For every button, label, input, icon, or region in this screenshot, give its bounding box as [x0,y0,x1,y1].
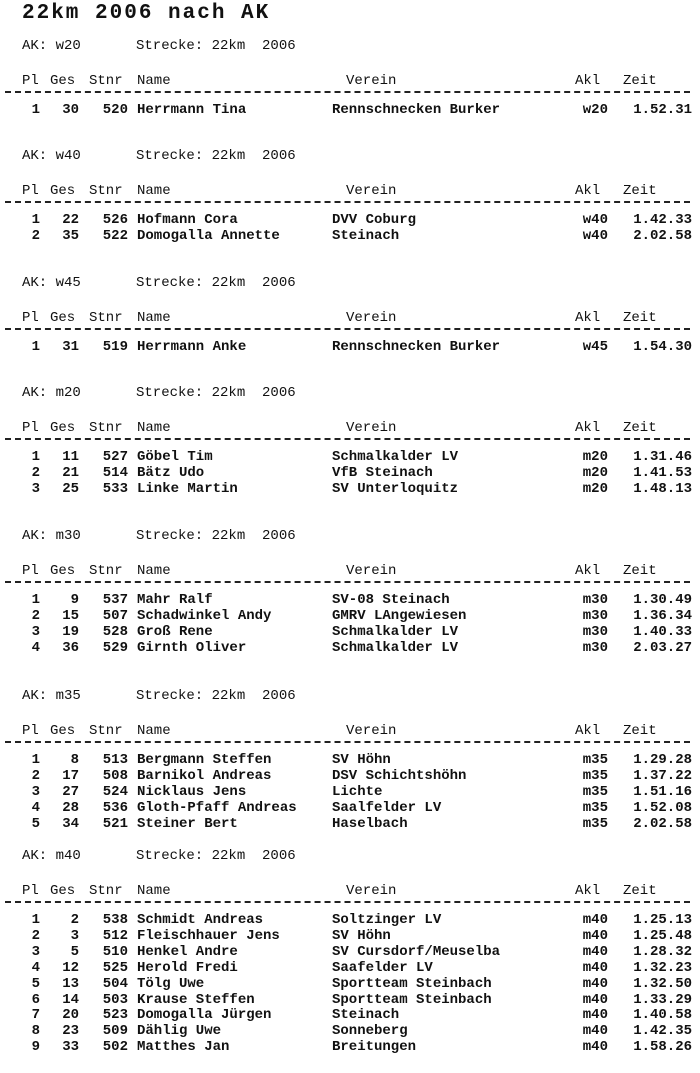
cell-ges: 11 [62,449,79,465]
cell-verein: Soltzinger LV [332,912,442,928]
column-header-verein: Verein [346,310,397,326]
cell-stnr: 513 [102,752,128,768]
cell-name: Schadwinkel Andy [137,607,272,624]
cell-zeit: 1.48.13 [633,480,692,497]
cell-zeit: 1.52.31 [633,102,692,118]
cell-ges: 36 [62,639,79,656]
dashed-separator [5,91,690,93]
column-header-zeit: Zeit [623,723,657,739]
cell-zeit: 1.51.16 [633,783,692,800]
age-class-label: AK: w45 [22,275,81,291]
column-header-akl: Akl [575,310,601,326]
cell-name: Dählig Uwe [137,1023,222,1040]
column-header-ges: Ges [50,310,76,326]
cell-zeit: 1.37.22 [633,767,692,784]
column-header-name: Name [137,563,171,579]
column-header-pl: Pl [22,73,39,89]
cell-pl: 2 [31,927,40,944]
cell-ges: 21 [62,464,79,481]
cell-stnr: 537 [102,592,128,608]
cell-akl: m40 [582,1023,608,1040]
cell-verein: Saalfelder LV [332,799,442,816]
age-class-label: AK: m30 [22,528,81,544]
cell-stnr: 508 [102,767,128,784]
cell-ges: 35 [62,227,79,244]
cell-ges: 3 [70,927,79,944]
cell-pl: 9 [31,1039,40,1056]
cell-name: Gloth-Pfaff Andreas [137,799,297,816]
cell-akl: m30 [582,607,608,624]
cell-name: Hofmann Cora [137,212,238,228]
cell-ges: 31 [62,339,79,355]
table-row [0,212,700,228]
column-header-name: Name [137,183,171,199]
age-class-section [0,385,700,497]
column-header-zeit: Zeit [623,183,657,199]
cell-zeit: 1.32.23 [633,959,692,976]
cell-pl: 1 [31,102,40,118]
column-header-stnr: Stnr [89,310,123,326]
cell-zeit: 1.30.49 [633,592,692,608]
age-class-label: AK: m40 [22,848,81,864]
cell-stnr: 522 [102,227,128,244]
column-header-name: Name [137,883,171,899]
cell-akl: m40 [582,912,608,928]
table-row [0,784,700,800]
cell-akl: m40 [582,943,608,960]
cell-name: Herrmann Tina [137,102,247,118]
cell-name: Barnikol Andreas [137,767,272,784]
dashed-separator [5,901,690,903]
column-header-verein: Verein [346,73,397,89]
cell-pl: 1 [31,912,40,928]
cell-verein: VfB Steinach [332,464,433,481]
age-class-heading [22,148,296,164]
age-class-section [0,38,700,118]
cell-akl: m40 [582,1007,608,1024]
column-header-ges: Ges [50,183,76,199]
distance-label: Strecke: 22km 2006 [136,848,296,864]
table-row [0,624,700,640]
cell-zeit: 2.03.27 [633,639,692,656]
column-header-zeit: Zeit [623,883,657,899]
table-row [0,465,700,481]
cell-pl: 8 [31,1023,40,1040]
column-header-akl: Akl [575,563,601,579]
cell-verein: Saafelder LV [332,959,433,976]
column-header-stnr: Stnr [89,73,123,89]
cell-ges: 17 [62,767,79,784]
cell-verein: SV Höhn [332,927,391,944]
age-class-heading [22,688,296,704]
table-row [0,960,700,976]
cell-name: Herold Fredi [137,959,238,976]
dashed-separator [5,201,690,203]
cell-zeit: 1.42.35 [633,1023,692,1040]
cell-akl: m20 [582,464,608,481]
table-row [0,944,700,960]
cell-stnr: 527 [102,449,128,465]
column-header-akl: Akl [575,73,601,89]
cell-verein: Breitungen [332,1039,417,1056]
cell-verein: SV Cursdorf/Meuselba [332,943,501,960]
cell-name: Domogalla Jürgen [137,1007,272,1024]
column-header-pl: Pl [22,183,39,199]
column-header-akl: Akl [575,183,601,199]
cell-ges: 33 [62,1039,79,1056]
column-header-verein: Verein [346,723,397,739]
column-header-stnr: Stnr [89,723,123,739]
age-class-label: AK: m20 [22,385,81,401]
cell-ges: 30 [62,102,79,118]
cell-stnr: 504 [102,975,128,992]
cell-pl: 3 [31,480,40,497]
column-header-ges: Ges [50,73,76,89]
table-row [0,912,700,928]
distance-label: Strecke: 22km 2006 [136,148,296,164]
column-header-name: Name [137,420,171,436]
cell-stnr: 523 [102,1007,128,1024]
cell-verein: DVV Coburg [332,212,417,228]
cell-pl: 4 [31,799,40,816]
cell-verein: SV Höhn [332,752,391,768]
dashed-separator [5,328,690,330]
cell-verein: Sonneberg [332,1023,408,1040]
cell-zeit: 1.25.48 [633,927,692,944]
table-row [0,449,700,465]
cell-verein: Steinach [332,1007,400,1024]
cell-akl: m40 [582,1039,608,1056]
table-row [0,228,700,244]
column-header-pl: Pl [22,883,39,899]
cell-stnr: 509 [102,1023,128,1040]
cell-zeit: 1.25.13 [633,912,692,928]
distance-label: Strecke: 22km 2006 [136,528,296,544]
cell-pl: 1 [31,449,40,465]
cell-akl: m30 [582,623,608,640]
cell-ges: 15 [62,607,79,624]
cell-name: Nicklaus Jens [137,783,247,800]
cell-zeit: 1.33.29 [633,991,692,1008]
column-header-verein: Verein [346,563,397,579]
cell-stnr: 538 [102,912,128,928]
cell-zeit: 1.54.30 [633,339,692,355]
column-header-row [0,723,700,741]
cell-name: Groß Rene [137,623,213,640]
cell-akl: m40 [582,991,608,1008]
age-class-section [0,275,700,355]
column-header-row [0,563,700,581]
cell-name: Matthes Jan [137,1039,230,1056]
cell-zeit: 1.32.50 [633,975,692,992]
cell-ges: 34 [62,815,79,832]
distance-label: Strecke: 22km 2006 [136,38,296,54]
cell-stnr: 510 [102,943,128,960]
cell-name: Domogalla Annette [137,227,280,244]
dashed-separator [5,438,690,440]
cell-stnr: 529 [102,639,128,656]
cell-pl: 4 [31,959,40,976]
cell-zeit: 1.52.08 [633,799,692,816]
cell-stnr: 524 [102,783,128,800]
cell-akl: m30 [582,639,608,656]
cell-verein: SV Unterloquitz [332,480,459,497]
cell-pl: 1 [31,752,40,768]
column-header-row [0,883,700,901]
column-header-verein: Verein [346,420,397,436]
cell-verein: Rennschnecken Burker [332,339,501,355]
cell-zeit: 1.36.34 [633,607,692,624]
cell-name: Girnth Oliver [137,639,247,656]
cell-pl: 4 [31,639,40,656]
cell-akl: m40 [582,927,608,944]
cell-zeit: 1.40.33 [633,623,692,640]
cell-ges: 12 [62,959,79,976]
cell-pl: 3 [31,783,40,800]
cell-akl: w45 [582,339,608,355]
cell-pl: 2 [31,607,40,624]
cell-name: Mahr Ralf [137,592,213,608]
cell-akl: m40 [582,959,608,976]
age-class-heading [22,275,296,291]
cell-stnr: 526 [102,212,128,228]
column-header-ges: Ges [50,883,76,899]
cell-ges: 2 [70,912,79,928]
cell-zeit: 2.02.58 [633,227,692,244]
table-row [0,992,700,1008]
cell-pl: 7 [31,1007,40,1024]
cell-zeit: 2.02.58 [633,815,692,832]
cell-verein: Rennschnecken Burker [332,102,501,118]
cell-name: Fleischhauer Jens [137,927,280,944]
column-header-row [0,420,700,438]
table-row [0,481,700,497]
cell-verein: GMRV LAngewiesen [332,607,467,624]
cell-akl: m35 [582,783,608,800]
column-header-akl: Akl [575,420,601,436]
table-row [0,768,700,784]
column-header-name: Name [137,73,171,89]
table-row [0,102,700,118]
cell-name: Göbel Tim [137,449,213,465]
cell-name: Bätz Udo [137,464,205,481]
cell-pl: 5 [31,975,40,992]
cell-name: Bergmann Steffen [137,752,272,768]
cell-stnr: 536 [102,799,128,816]
column-header-stnr: Stnr [89,563,123,579]
cell-zeit: 1.40.58 [633,1007,692,1024]
column-header-row [0,183,700,201]
cell-zeit: 1.31.46 [633,449,692,465]
table-row [0,1039,700,1055]
cell-pl: 1 [31,212,40,228]
dashed-separator [5,581,690,583]
age-class-section [0,688,700,832]
column-header-verein: Verein [346,883,397,899]
cell-zeit: 1.42.33 [633,212,692,228]
cell-verein: Steinach [332,227,400,244]
cell-pl: 2 [31,227,40,244]
cell-verein: SV-08 Steinach [332,592,450,608]
cell-verein: Haselbach [332,815,408,832]
cell-stnr: 519 [102,339,128,355]
cell-verein: Sportteam Steinbach [332,991,492,1008]
table-row [0,1007,700,1023]
cell-name: Steiner Bert [137,815,238,832]
table-row [0,1023,700,1039]
table-row [0,752,700,768]
cell-ges: 28 [62,799,79,816]
cell-verein: Schmalkalder LV [332,639,459,656]
age-class-label: AK: m35 [22,688,81,704]
column-header-zeit: Zeit [623,73,657,89]
cell-name: Tölg Uwe [137,975,205,992]
cell-akl: m20 [582,480,608,497]
cell-akl: m35 [582,815,608,832]
column-header-pl: Pl [22,420,39,436]
age-class-label: AK: w20 [22,38,81,54]
cell-ges: 9 [70,592,79,608]
cell-name: Linke Martin [137,480,238,497]
cell-ges: 13 [62,975,79,992]
distance-label: Strecke: 22km 2006 [136,688,296,704]
column-header-verein: Verein [346,183,397,199]
cell-stnr: 525 [102,959,128,976]
column-header-akl: Akl [575,883,601,899]
age-class-heading [22,38,296,54]
column-header-pl: Pl [22,310,39,326]
column-header-ges: Ges [50,723,76,739]
cell-pl: 1 [31,339,40,355]
column-header-zeit: Zeit [623,310,657,326]
cell-pl: 5 [31,815,40,832]
cell-name: Herrmann Anke [137,339,247,355]
cell-zeit: 1.28.32 [633,943,692,960]
age-class-section [0,148,700,244]
table-row [0,976,700,992]
cell-akl: m30 [582,592,608,608]
column-header-pl: Pl [22,723,39,739]
column-header-zeit: Zeit [623,420,657,436]
cell-pl: 2 [31,464,40,481]
cell-verein: DSV Schichtshöhn [332,767,467,784]
distance-label: Strecke: 22km 2006 [136,275,296,291]
column-header-ges: Ges [50,563,76,579]
column-header-pl: Pl [22,563,39,579]
column-header-name: Name [137,723,171,739]
column-header-stnr: Stnr [89,420,123,436]
cell-akl: w40 [582,227,608,244]
age-class-section [0,848,700,1055]
cell-verein: Schmalkalder LV [332,449,459,465]
cell-stnr: 514 [102,464,128,481]
cell-ges: 25 [62,480,79,497]
cell-name: Krause Steffen [137,991,255,1008]
cell-stnr: 503 [102,991,128,1008]
table-row [0,640,700,656]
column-header-row [0,73,700,91]
cell-pl: 2 [31,767,40,784]
cell-ges: 14 [62,991,79,1008]
cell-pl: 3 [31,943,40,960]
cell-stnr: 502 [102,1039,128,1056]
distance-label: Strecke: 22km 2006 [136,385,296,401]
age-class-heading [22,528,296,544]
cell-name: Schmidt Andreas [137,912,264,928]
cell-pl: 3 [31,623,40,640]
cell-akl: m35 [582,799,608,816]
cell-ges: 5 [70,943,79,960]
cell-verein: Lichte [332,783,383,800]
age-class-label: AK: w40 [22,148,81,164]
cell-zeit: 1.41.53 [633,464,692,481]
table-row [0,800,700,816]
cell-zeit: 1.29.28 [633,752,692,768]
table-row [0,928,700,944]
cell-name: Henkel Andre [137,943,238,960]
cell-ges: 20 [62,1007,79,1024]
column-header-stnr: Stnr [89,183,123,199]
table-row [0,816,700,832]
cell-akl: m35 [582,752,608,768]
dashed-separator [5,741,690,743]
age-class-section [0,528,700,656]
cell-pl: 1 [31,592,40,608]
cell-stnr: 521 [102,815,128,832]
cell-akl: m35 [582,767,608,784]
column-header-zeit: Zeit [623,563,657,579]
column-header-stnr: Stnr [89,883,123,899]
cell-ges: 19 [62,623,79,640]
cell-akl: m20 [582,449,608,465]
cell-akl: w40 [582,212,608,228]
cell-verein: Schmalkalder LV [332,623,459,640]
table-row [0,608,700,624]
column-header-ges: Ges [50,420,76,436]
age-class-heading [22,848,296,864]
cell-ges: 23 [62,1023,79,1040]
cell-ges: 22 [62,212,79,228]
cell-stnr: 528 [102,623,128,640]
cell-ges: 8 [70,752,79,768]
cell-zeit: 1.58.26 [633,1039,692,1056]
cell-akl: w20 [582,102,608,118]
cell-ges: 27 [62,783,79,800]
cell-stnr: 507 [102,607,128,624]
cell-akl: m40 [582,975,608,992]
column-header-row [0,310,700,328]
cell-stnr: 512 [102,927,128,944]
cell-verein: Sportteam Steinbach [332,975,492,992]
age-class-heading [22,385,296,401]
table-row [0,592,700,608]
page-title: 22km 2006 nach AK [22,2,271,25]
cell-stnr: 533 [102,480,128,497]
cell-stnr: 520 [102,102,128,118]
cell-pl: 6 [31,991,40,1008]
column-header-name: Name [137,310,171,326]
table-row [0,339,700,355]
column-header-akl: Akl [575,723,601,739]
